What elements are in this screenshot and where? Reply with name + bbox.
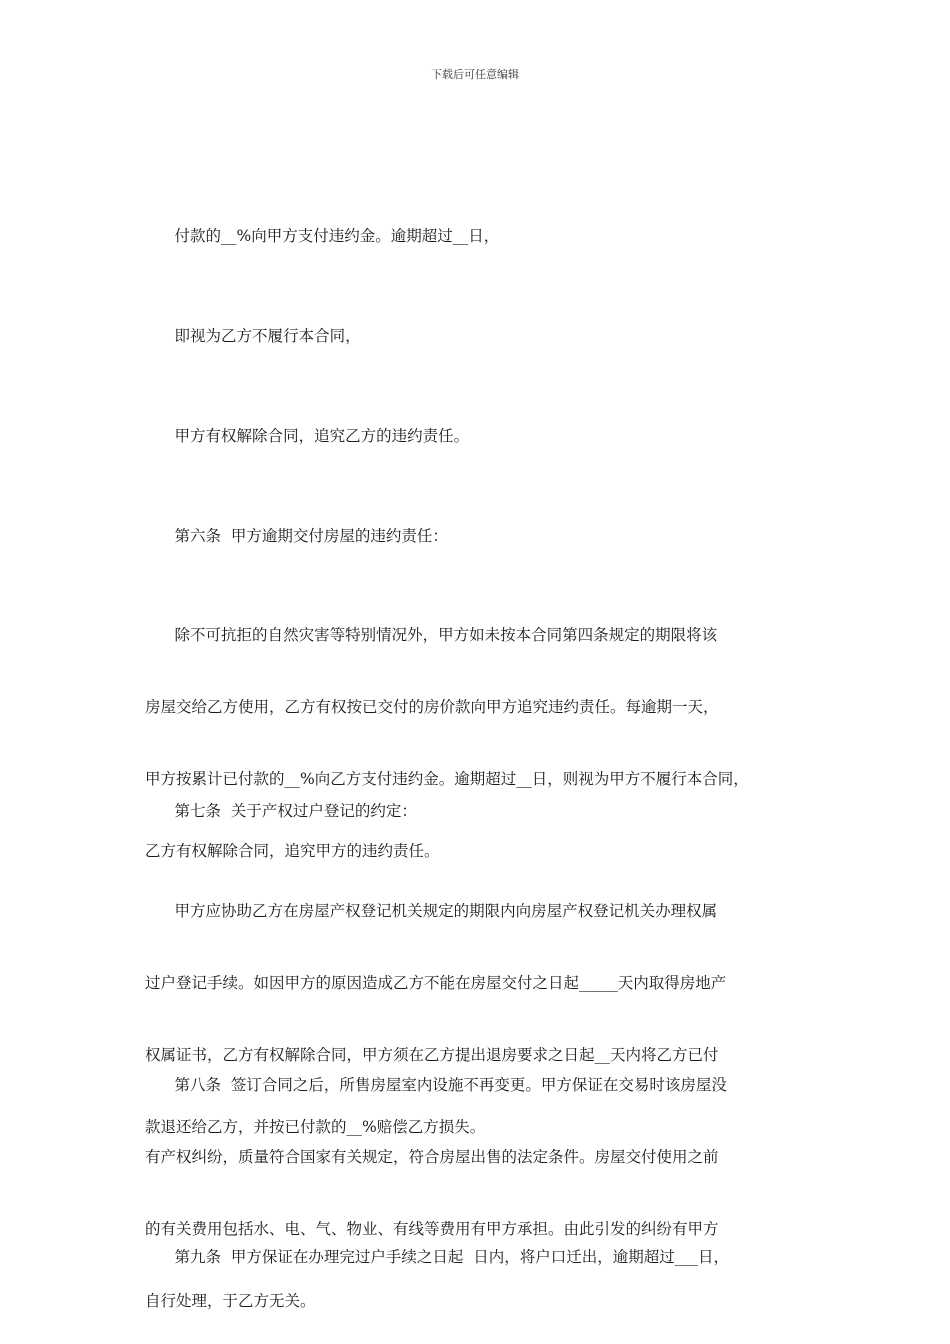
text-line: 自行处理，于乙方无关。 xyxy=(145,1292,316,1310)
text-line: 甲方按累计已付款的__%向乙方支付违约金。逾期超过__日，则视为甲方不履行本合同， xyxy=(145,770,749,788)
page-header: 下载后可任意编辑 xyxy=(431,68,519,81)
article-6-heading xyxy=(145,476,817,572)
text-line: 权属证书，乙方有权解除合同，甲方须在乙方提出退房要求之日起__天内将乙方已付 xyxy=(145,1046,719,1064)
text-line: 付款的__%向甲方支付违约金。逾期超过__日， xyxy=(145,227,500,245)
text-line: 第八条 签订合同之后，所售房屋室内设施不再变更。甲方保证在交易时该房屋没 xyxy=(145,1076,727,1094)
paragraph-penalty-rate xyxy=(145,176,817,272)
article-7-heading xyxy=(145,751,817,847)
text-line: 即视为乙方不履行本合同， xyxy=(145,327,361,345)
text-line: 第九条 甲方保证在办理完过户手续之日起 日内，将户口迁出，逾期超过___日， xyxy=(145,1248,730,1266)
text-line: 乙方有权解除合同，追究甲方的违约责任。 xyxy=(145,842,440,860)
text-line: 第六条 甲方逾期交付房屋的违约责任： xyxy=(145,527,448,545)
text-line: 除不可抗拒的自然灾害等特别情况外，甲方如未按本合同第四条规定的期限将该 xyxy=(145,626,718,644)
text-line: 有产权纠纷，质量符合国家有关规定，符合房屋出售的法定条件。房屋交付使用之前 xyxy=(145,1148,719,1166)
text-line: 甲方应协助乙方在房屋产权登记机关规定的期限内向房屋产权登记机关办理权属 xyxy=(145,902,718,920)
text-line: 过户登记手续。如因甲方的原因造成乙方不能在房屋交付之日起_____天内取得房地产 xyxy=(145,974,727,992)
article-9-body xyxy=(145,1197,817,1293)
text-line: 第七条 关于产权过户登记的约定： xyxy=(145,802,417,820)
text-line: 甲方有权解除合同，追究乙方的违约责任。 xyxy=(145,427,470,445)
text-line: 款退还给乙方，并按已付款的__%赔偿乙方损失。 xyxy=(145,1118,486,1136)
paragraph-breach-deemed xyxy=(145,276,817,372)
paragraph-termination-right xyxy=(145,376,817,472)
text-line: 房屋交给乙方使用，乙方有权按已交付的房价款向甲方追究违约责任。每逾期一天， xyxy=(145,698,719,716)
text-line: 的有关费用包括水、电、气、物业、有线等费用有甲方承担。由此引发的纠纷有甲方 xyxy=(145,1220,719,1238)
